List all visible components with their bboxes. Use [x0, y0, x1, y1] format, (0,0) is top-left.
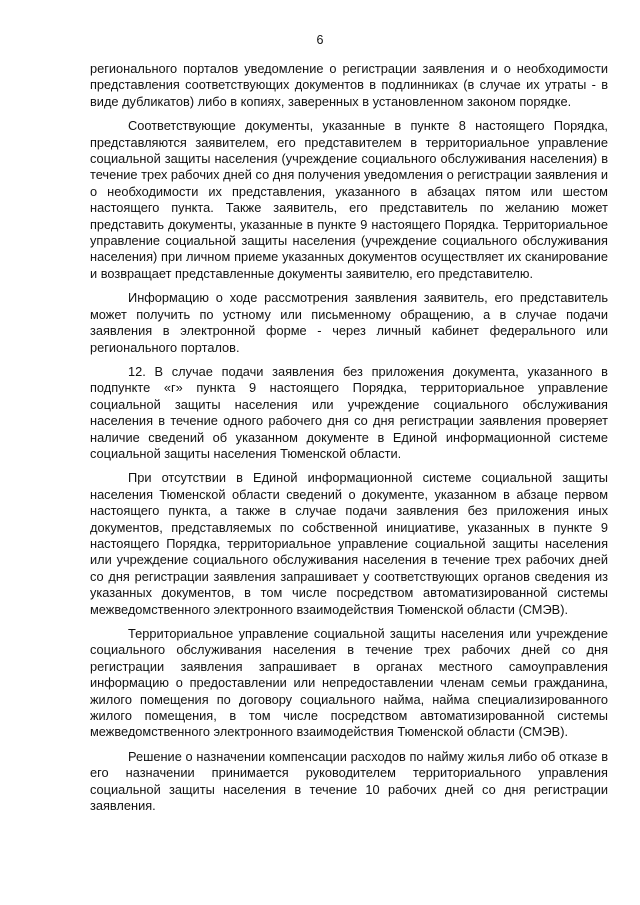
paragraph-missing-info-request: При отсутствии в Единой информационной системе социальной защиты населения Тюменской области сведений о документе, указанном в абзаце первом настоящего пункта, а также в случае подачи заявления без приложения иных документов, представляемых по собственной инициативе, указанных в пункте 9 настоящего Порядка, территориальное управление социальной защиты населения или учреждение социального обслуживания населения в течение трех рабочих дней со дня регистрации заявления запрашивает у соответствующих органов сведения из указанных документов, в том числе посредством автоматизированной системы межведомственного электронного взаимодействия Тюменской области (СМЭВ). — [90, 470, 608, 617]
document-body — [90, 61, 608, 822]
paragraph-local-government-request: Территориальное управление социальной защиты населения или учреждение социального обслуживания населения в течение трех рабочих дней со дня регистрации заявления запрашивает в органах местного самоуправления информацию о предоставлении или непредоставлении членам семьи гражданина, жилого помещения по договору социального найма, найма специализированного жилого помещения, в том числе посредством автоматизированной системы межведомственного электронного взаимодействия Тюменской области (СМЭВ). — [90, 626, 608, 740]
page-number: 6 — [316, 33, 324, 47]
paragraph-continuation: регионального порталов уведомление о регистрации заявления и о необходимости представления соответствующих документов в подлинниках (в случае их утраты - в виде дубликатов) либо в копиях, заверенных в установленном законом порядке. — [90, 61, 608, 109]
paragraph-decision: Решение о назначении компенсации расходов по найму жилья либо об отказе в его назначении принимается руководителем территориального управления социальной защиты населения в течение 10 рабочих дней со дня регистрации заявления. — [90, 748, 608, 814]
paragraph-documents-submission: Соответствующие документы, указанные в пункте 8 настоящего Порядка, представляются заявителем, его представителем в территориальное управление социальной защиты населения (учреждение социального обслуживания населения) в течение трех рабочих дней со дня получения уведомления о регистрации заявления и о необходимости их представления, указанного в абзацах пятом или шестом настоящего пункта. Также заявитель, его представитель по желанию может представить документы, указанные в пункте 9 настоящего Порядка. Территориальное управление социальной защиты населения (учреждение социального обслуживания населения) при личном приеме указанных документов осуществляет их сканирование и возвращает представленные документы заявителю, его представителю. — [90, 118, 608, 281]
paragraph-status-info: Информацию о ходе рассмотрения заявления заявитель, его представитель может получить по устному или письменному обращению, а в случае подачи заявления в электронной форме - через личный кабинет федерального или регионального порталов. — [90, 290, 608, 355]
paragraph-clause-12: 12. В случае подачи заявления без приложения документа, указанного в подпункте «г» пункта 9 настоящего Порядка, территориальное управление социальной защиты населения или учреждение социального обслуживания населения в течение одного рабочего дня со дня регистрации заявления проверяет наличие сведений об указанном документе в Единой информационной системе социальной защиты населения Тюменской области. — [90, 363, 608, 461]
